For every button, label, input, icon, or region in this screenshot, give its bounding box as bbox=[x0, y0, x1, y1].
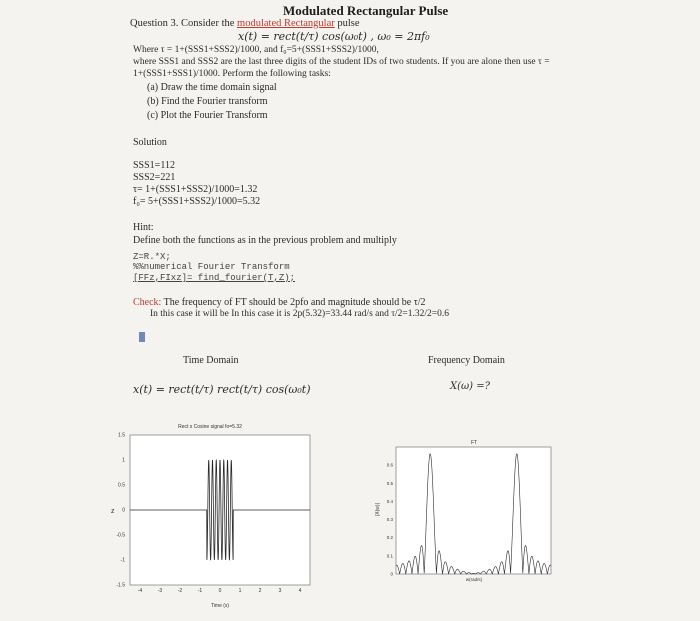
solution-line: τ= 1+(SSS1+SSS2)/1000=1.32 bbox=[133, 184, 258, 195]
freq-ytick-label: 0.3 bbox=[386, 517, 393, 523]
time-xtick-label: 0 bbox=[218, 588, 222, 594]
freq-ytick-label: 0.4 bbox=[386, 498, 393, 504]
time-xtick-label: -1 bbox=[197, 588, 203, 594]
page-title: Modulated Rectangular Pulse bbox=[283, 3, 449, 18]
freq-plot-axes bbox=[396, 447, 551, 574]
question-where-line2: where SSS1 and SSS2 are the last three digits of the student IDs of two students. If you are alone then use τ = bbox=[133, 57, 550, 67]
time-domain-plot bbox=[105, 418, 320, 618]
hint-text: Define both the functions as in the previous problem and multiply bbox=[133, 235, 397, 246]
freq-domain-equation: X(ω) =? bbox=[450, 381, 490, 392]
hint-heading: Hint: bbox=[133, 222, 154, 233]
time-plot-xticks bbox=[138, 588, 302, 594]
task-c: (c) Plot the Fourier Transform bbox=[147, 110, 268, 121]
time-xtick-label: 1 bbox=[238, 588, 242, 594]
solution-line: f₀= 5+(SSS1+SSS2)/1000=5.32 bbox=[133, 196, 261, 207]
time-domain-equation: x(t) = rect(t/τ) rect(t/τ) cos(ω₀t) bbox=[133, 383, 311, 396]
solution-heading: Solution bbox=[133, 137, 167, 148]
question-intro-link: modulated Rectangular bbox=[237, 18, 335, 29]
freq-ytick-label: 0.6 bbox=[386, 462, 393, 468]
freq-ytick-label: 0 bbox=[390, 571, 393, 577]
time-plot-yticks bbox=[116, 433, 125, 589]
time-plot-ylabel: z bbox=[111, 508, 115, 515]
time-xtick-label: 2 bbox=[258, 588, 262, 594]
time-ytick-label: -0.5 bbox=[116, 532, 125, 539]
check-line bbox=[133, 297, 426, 308]
solution-line: SSS1=112 bbox=[133, 160, 175, 171]
task-b: (b) Find the Fourier transform bbox=[147, 96, 268, 107]
time-xtick-label: -2 bbox=[177, 588, 183, 594]
freq-domain-heading: Frequency Domain bbox=[428, 355, 505, 366]
time-plot-title: Rect x Cosine signal fo=5.32 bbox=[178, 424, 242, 430]
hint-code-line: [FFz,FIxz]= find_fourier(T,Z); bbox=[133, 273, 296, 283]
time-ytick-label: 1.5 bbox=[118, 432, 125, 439]
check-label: Check: bbox=[133, 297, 162, 308]
time-xtick-label: -3 bbox=[157, 588, 163, 594]
freq-plot-xlabel: w(rad/s) bbox=[465, 577, 483, 582]
time-xtick-label: -4 bbox=[137, 588, 143, 594]
solution-line: SSS2=221 bbox=[133, 172, 176, 183]
freq-domain-plot bbox=[370, 430, 560, 590]
hint-code-line: %%numerical Fourier Transform bbox=[133, 262, 290, 272]
freq-ytick-label: 0.5 bbox=[386, 480, 393, 486]
check-line2: In this case it will be In this case it is 2p(5.32)=33.44 rad/s and τ/2=1.32/2=0.6 bbox=[150, 309, 450, 319]
time-ytick-label: 1 bbox=[122, 457, 125, 464]
time-xtick-label: 4 bbox=[298, 588, 302, 594]
text-cursor bbox=[139, 332, 145, 342]
time-ytick-label: -1 bbox=[120, 557, 125, 564]
time-ytick-label: 0.5 bbox=[118, 482, 125, 489]
time-domain-heading: Time Domain bbox=[183, 355, 239, 366]
freq-ytick-label: 0.2 bbox=[386, 535, 393, 541]
check-text: The frequency of FT should be 2pfo and magnitude should be τ/2 bbox=[163, 297, 426, 308]
time-ytick-label: 0 bbox=[122, 507, 125, 514]
question-intro bbox=[130, 18, 360, 29]
freq-plot-yticks bbox=[387, 463, 394, 577]
freq-ytick-label: 0.1 bbox=[386, 553, 393, 559]
time-xtick-label: 3 bbox=[278, 588, 282, 594]
question-intro-text: Consider the bbox=[181, 18, 235, 29]
time-ytick-label: -1.5 bbox=[116, 582, 125, 589]
question-label: Question 3. bbox=[130, 18, 179, 29]
question-where-line3: 1+(SSS1+SSS1)/1000. Perform the following tasks: bbox=[133, 69, 331, 79]
hint-code-line: Z=R.*X; bbox=[133, 252, 171, 262]
freq-plot-ylabel: |X(w)| bbox=[375, 503, 381, 516]
question-equation: x(t) = rect(t/τ) cos(ω₀t) , ω₀ = 2πf₀ bbox=[238, 30, 430, 43]
task-a: (a) Draw the time domain signal bbox=[147, 82, 277, 93]
question-where-line1: Where τ = 1+(SSS1+SSS2)/1000, and f₀=5+(SSS1+SSS2)/1000, bbox=[133, 45, 379, 55]
question-intro-end: pulse bbox=[337, 18, 360, 29]
freq-plot-title: FT bbox=[470, 440, 478, 446]
time-plot-xlabel: Time (s) bbox=[210, 603, 230, 609]
